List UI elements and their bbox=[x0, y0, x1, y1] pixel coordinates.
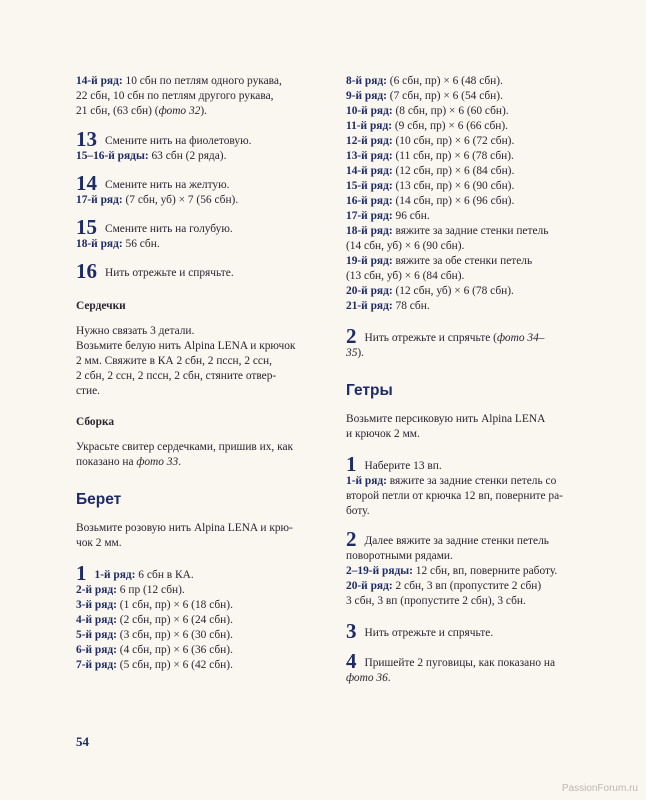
row-18: 18-й ряд: вяжите за задние стенки петель bbox=[346, 225, 549, 237]
gaiters-step-3: 3 Нить отрежьте и спрячьте. bbox=[346, 619, 494, 643]
gaiters-row-1-end: боту. bbox=[346, 505, 370, 517]
beret-row-7: 7-й ряд: (5 сбн, пр) × 6 (42 сбн). bbox=[76, 659, 233, 671]
step-13: 13 Смените нить на фиолетовую. bbox=[76, 127, 252, 151]
step-number: 2 bbox=[346, 527, 357, 551]
step-14: 14 Смените нить на желтую. bbox=[76, 171, 230, 195]
beret-row-5: 5-й ряд: (3 сбн, пр) × 6 (30 сбн). bbox=[76, 629, 233, 641]
step-number: 2 bbox=[346, 324, 357, 348]
step-number: 13 bbox=[76, 127, 97, 151]
row-8: 8-й ряд: (6 сбн, пр) × 6 (48 сбн). bbox=[346, 75, 503, 87]
step-number: 1 bbox=[76, 561, 87, 585]
beret-step-2: 2 Нить отрежьте и спрячьте (фото 34– bbox=[346, 324, 545, 348]
row-16: 16-й ряд: (14 сбн, пр) × 6 (96 сбн). bbox=[346, 195, 515, 207]
row-10: 10-й ряд: (8 сбн, пр) × 6 (60 сбн). bbox=[346, 105, 509, 117]
row-18-cont: (14 сбн, уб) × 6 (90 сбн). bbox=[346, 240, 465, 252]
page-number: 54 bbox=[76, 734, 89, 749]
row-11: 11-й ряд: (9 сбн, пр) × 6 (66 сбн). bbox=[346, 120, 509, 132]
row-13: 13-й ряд: (11 сбн, пр) × 6 (78 сбн). bbox=[346, 150, 514, 162]
row-19-cont: (13 сбн, уб) × 6 (84 сбн). bbox=[346, 270, 465, 282]
step-number: 4 bbox=[346, 649, 357, 673]
hearts-heading: Сердечки bbox=[76, 300, 126, 312]
gaiters-row-1: 1-й ряд: вяжите за задние стенки петель со bbox=[346, 475, 557, 487]
gaiters-step-1: 1 Наберите 13 вп. bbox=[346, 452, 442, 476]
gaiters-step-4: 4 Пришейте 2 пуговицы, как показано на bbox=[346, 649, 556, 673]
gaiters-step-2-cont: поворотными рядами. bbox=[346, 550, 453, 562]
gaiters-step-2: 2 Далее вяжите за задние стенки петель bbox=[346, 527, 549, 551]
right-column bbox=[346, 74, 578, 686]
beret-heading: Берет bbox=[76, 491, 122, 508]
row-17: 17-й ряд: 96 сбн. bbox=[346, 210, 430, 222]
step-16: 16 Нить отрежьте и спрячьте. bbox=[76, 259, 234, 283]
photo-ref: фото 36 bbox=[346, 672, 388, 684]
row-18: 18-й ряд: 56 сбн. bbox=[76, 238, 160, 250]
assembly-heading: Сборка bbox=[76, 416, 115, 428]
gaiters-intro: Возьмите персиковую нить Alpina LENA и крючок 2 мм. bbox=[346, 413, 546, 440]
step-15: 15 Смените нить на голубую. bbox=[76, 215, 233, 239]
step-number: 16 bbox=[76, 259, 97, 283]
row-14: 14-й ряд: (12 сбн, пр) × 6 (84 сбн). bbox=[346, 165, 515, 177]
gaiters-row-20: 20-й ряд: 2 сбн, 3 вп (пропустите 2 сбн) bbox=[346, 580, 542, 592]
photo-ref: 35 bbox=[346, 347, 358, 359]
gaiters-row-20-cont: 3 сбн, 3 вп (пропустите 2 сбн), 3 сбн. bbox=[346, 595, 526, 607]
row-19: 19-й ряд: вяжите за обе стенки петель bbox=[346, 255, 533, 267]
row-9: 9-й ряд: (7 сбн, пр) × 6 (54 сбн). bbox=[346, 90, 503, 102]
row-20: 20-й ряд: (12 сбн, уб) × 6 (78 сбн). bbox=[346, 285, 514, 297]
hearts-text: Нужно связать 3 детали. Возьмите белую нить Alpina LENA и крючок 2 мм. Свяжите в КА 2 сбн, 2 пссн, 2 ссн, 2 сбн, 2 ссн, 2 пссн, 2 сбн, стяните отвер- стие. bbox=[76, 325, 296, 397]
photo-ref: фото 34– bbox=[496, 332, 545, 344]
row-17: 17-й ряд: (7 сбн, уб) × 7 (56 сбн). bbox=[76, 194, 239, 206]
photo-ref: фото 33 bbox=[136, 456, 179, 468]
row-14-line-2: 22 сбн, 10 сбн по петлям другого рукава, bbox=[76, 90, 274, 102]
step-number: 14 bbox=[76, 171, 97, 195]
step-number: 3 bbox=[346, 619, 357, 643]
row-label: 14-й ряд: bbox=[76, 75, 123, 87]
left-column bbox=[76, 74, 328, 673]
gaiters-heading: Гетры bbox=[346, 382, 393, 399]
gaiters-step-4-cont: фото 36. bbox=[346, 672, 391, 684]
row-15-16: 15–16-й ряды: 63 сбн (2 ряда). bbox=[76, 150, 227, 162]
beret-intro: Возьмите розовую нить Alpina LENA и крю- чок 2 мм. bbox=[76, 522, 293, 549]
row-15: 15-й ряд: (13 сбн, пр) × 6 (90 сбн). bbox=[346, 180, 515, 192]
watermark: PassionForum.ru bbox=[561, 783, 638, 794]
beret-row-2: 2-й ряд: 6 пр (12 сбн). bbox=[76, 584, 185, 596]
beret-step-2-cont: 35). bbox=[346, 347, 365, 359]
gaiters-row-1-cont: второй петли от крючка 12 вп, поверните ра- bbox=[346, 490, 563, 502]
beret-row-4: 4-й ряд: (2 сбн, пр) × 6 (24 сбн). bbox=[76, 614, 233, 626]
step-number: 15 bbox=[76, 215, 97, 239]
photo-ref: фото 32 bbox=[158, 105, 201, 117]
beret-step-1: 1 1-й ряд: 6 сбн в КА. bbox=[76, 561, 194, 585]
beret-row-6: 6-й ряд: (4 сбн, пр) × 6 (36 сбн). bbox=[76, 644, 233, 656]
gaiters-rows-2-19: 2–19-й ряды: 12 сбн, вп, поверните работу. bbox=[346, 565, 558, 577]
row-14-line-3: 21 сбн, (63 сбн) (фото 32). bbox=[76, 105, 208, 117]
step-number: 1 bbox=[346, 452, 357, 476]
row-12: 12-й ряд: (10 сбн, пр) × 6 (72 сбн). bbox=[346, 135, 515, 147]
row-21: 21-й ряд: 78 сбн. bbox=[346, 300, 430, 312]
assembly-text: Украсьте свитер сердечками, пришив их, как показано на фото 33. bbox=[76, 441, 294, 468]
row-14-line-1: 14-й ряд: 10 сбн по петлям одного рукава, bbox=[76, 75, 282, 87]
beret-row-3: 3-й ряд: (1 сбн, пр) × 6 (18 сбн). bbox=[76, 599, 233, 611]
